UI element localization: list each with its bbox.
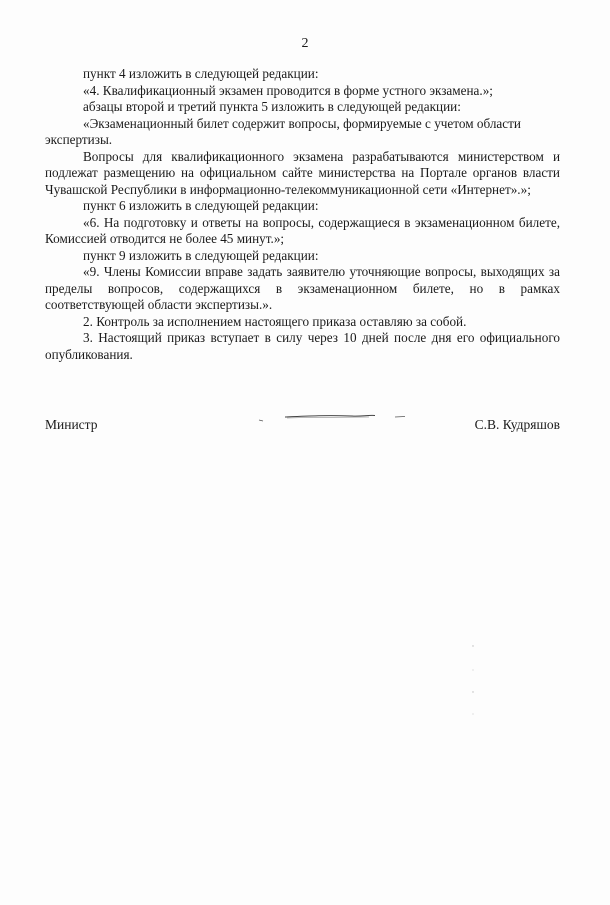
paragraph: «9. Члены Комиссии вправе задать заявителю уточняющие вопросы, выходящих за пределы вопросов, содержащихся в экзаменационном билете, но в рамках соответствующей области экспертизы.». (45, 264, 560, 312)
scan-artifact (470, 640, 476, 720)
paragraph: «4. Квалификационный экзамен проводится в форме устного экзамена.»; (83, 82, 493, 98)
signer-title: Министр (45, 417, 98, 432)
paragraph: Вопросы для квалификационного экзамена разрабатываются министерством и подлежат размещению на официальном сайте министерства на Портале органов власти Чувашской Республики в информационно-телекоммуникационной сети «Интернет».»; (45, 148, 560, 197)
page-number: 2 (301, 36, 309, 51)
paragraph: абзацы второй и третий пункта 5 изложить в следующей редакции: (83, 99, 461, 114)
paragraph: 2. Контроль за исполнением настоящего приказа оставляю за собой. (83, 313, 467, 329)
paragraph: пункт 4 изложить в следующей редакции: (83, 66, 319, 81)
signer-name: С.В. Кудряшов (474, 417, 560, 432)
paragraph: пункт 9 изложить в следующей редакции: (83, 247, 319, 263)
document-body (45, 66, 560, 363)
signature-block (45, 417, 560, 437)
paragraph: пункт 6 изложить в следующей редакции: (83, 198, 319, 213)
paragraph: «6. На подготовку и ответы на вопросы, содержащиеся в экзаменационном билете, Комиссией отводится не более 45 минут.»; (45, 214, 560, 246)
paragraph: 3. Настоящий приказ вступает в силу через 10 дней после дня его официального опубликования. (45, 330, 560, 362)
paragraph: «Экзаменационный билет содержит вопросы, формируемые с учетом области экспертизы. (45, 115, 521, 147)
handwritten-signature (257, 411, 417, 425)
